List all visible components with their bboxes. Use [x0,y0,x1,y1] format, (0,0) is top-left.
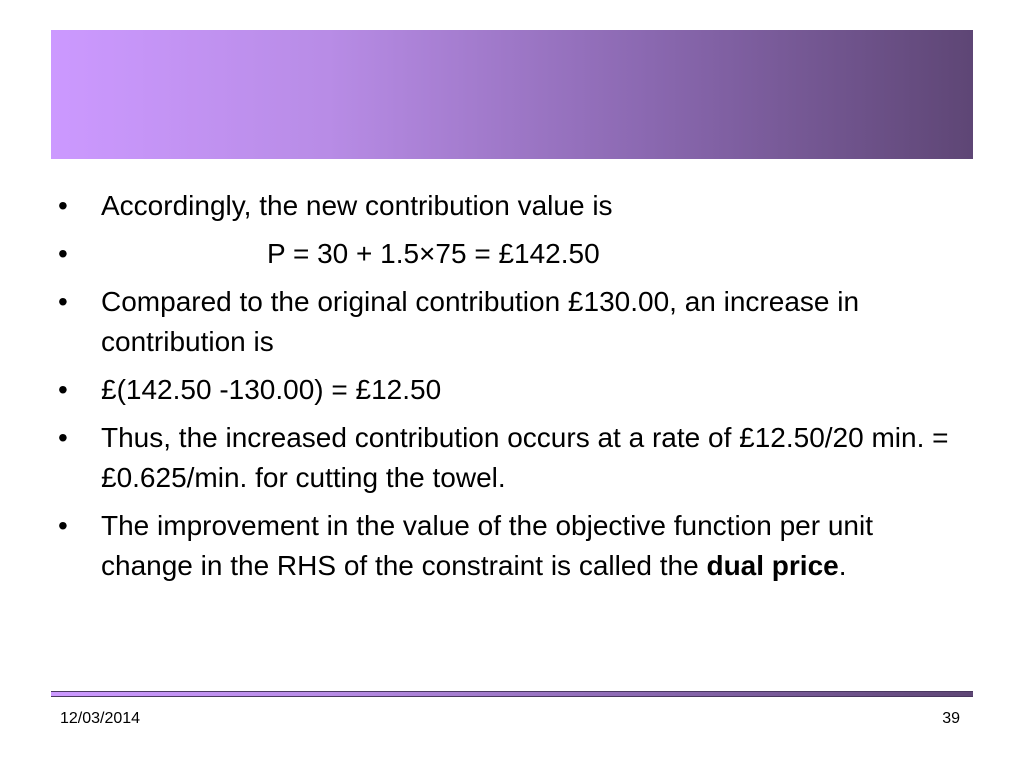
bullet-text: Compared to the original contribution £130.00, an increase in contribution is [101,286,860,357]
dual-price-term: dual price [706,550,839,581]
bullet-item-dual-price [58,506,968,586]
bullet-text: Accordingly, the new contribution value is [101,190,613,221]
bullet-item-rate [58,418,968,498]
bullet-text: The improvement in the value of the objective function per unit change in the RHS of the constraint is called the [101,510,873,581]
bullet-item-comparison [58,282,968,362]
slide-page-number: 39 [942,710,960,727]
bullet-marker: • [58,238,68,269]
bullet-item-contribution-intro [58,186,968,226]
footer-date: 12/03/2014 [60,710,141,727]
bullet-text: Thus, the increased contribution occurs at a rate of £12.50/20 min. = £0.625/min. for cutting the towel. [101,422,949,493]
slide-bullet-list [58,186,968,594]
bullet-marker: • [58,374,68,405]
bullet-marker: • [58,190,68,221]
bullet-text: £(142.50 -130.00) = £12.50 [101,374,442,405]
bullet-suffix: . [838,550,847,581]
bullet-marker: • [58,422,68,453]
bullet-marker: • [58,510,68,541]
slide-header-band [51,30,973,159]
bullet-text: P = 30 + 1.5×75 = £142.50 [267,238,600,269]
bullet-item-difference [58,370,968,410]
bullet-marker: • [58,286,68,317]
footer-divider [51,691,973,697]
bullet-item-formula [58,234,968,274]
